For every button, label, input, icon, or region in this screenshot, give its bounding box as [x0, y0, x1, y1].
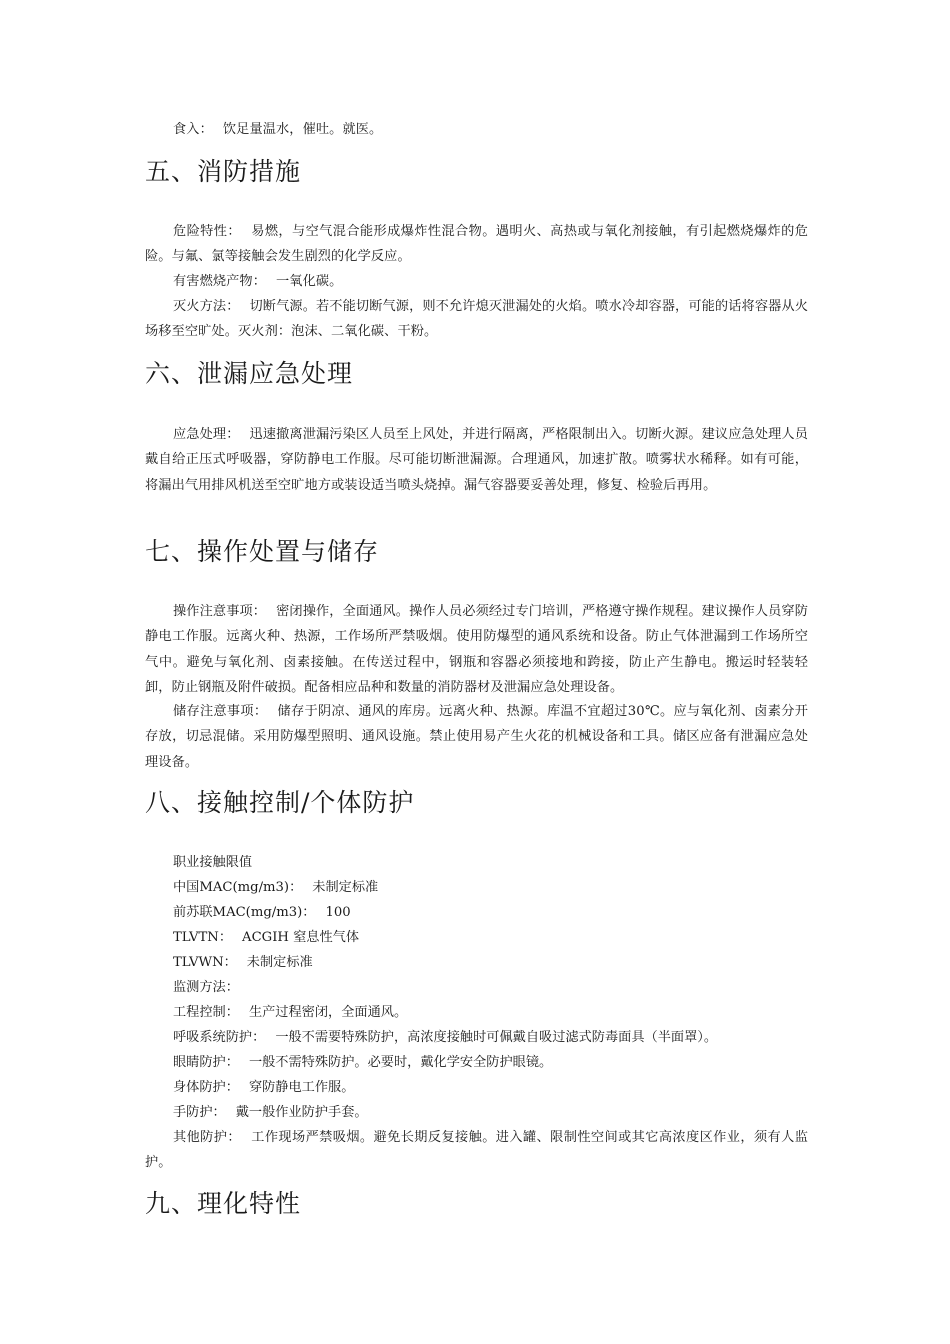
- field-label: TLVTN：: [173, 930, 233, 945]
- exposure-eye: [173, 1050, 552, 1075]
- exposure-tlvtn: [173, 925, 359, 950]
- field-text: 密闭操作，全面通风。操作人员必须经过专门培训，严格遵守操作规程。建议操作人员穿防静电工作服。远离火种、热源，工作场所严禁吸烟。使用防爆型的通风系统和设备。防止气体泄漏到工作场所空气中。避免与氧化剂、卤素接触。在传送过程中，钢瓶和容器必须接地和跨接，防止产生静电。搬运时轻装轻卸，防止钢瓶及附件破损。配备相应品种和数量的消防器材及泄漏应急处理设备。: [145, 604, 809, 695]
- field-label: 应急处理：: [173, 427, 240, 442]
- field-text: 储存于阴凉、通风的库房。远离火种、热源。库温不宜超过30℃。应与氧化剂、卤素分开存放，切忌混储。采用防爆型照明、通风设施。禁止使用易产生火花的机械设备和工具。储区应备有泄漏应急处理设备。: [145, 704, 808, 770]
- exposure-other: [145, 1125, 808, 1176]
- exposure-ussr-mac: [173, 900, 351, 925]
- handling-operation: [145, 599, 808, 700]
- exposure-limits-title: 职业接触限值: [173, 855, 253, 870]
- fire-products: [145, 269, 808, 294]
- field-label: 呼吸系统防护：: [173, 1030, 266, 1045]
- field-label: 食入：: [173, 122, 213, 137]
- fire-hazard: [145, 219, 808, 270]
- field-text: 未制定标准: [312, 880, 379, 895]
- field-text: 饮足量温水，催吐。就医。: [222, 122, 383, 137]
- field-label: 操作注意事项：: [173, 604, 267, 619]
- field-text: 一般不需特殊防护。必要时，戴化学安全防护眼镜。: [248, 1055, 553, 1070]
- section-heading-fire: 五、消防措施: [145, 157, 302, 186]
- exposure-china-mac: [173, 875, 378, 900]
- field-label: 有害燃烧产物：: [173, 274, 267, 289]
- first-aid-ingestion: [145, 117, 808, 142]
- field-label: 监测方法：: [173, 980, 239, 995]
- exposure-tlvwn: [173, 950, 313, 975]
- section-heading-exposure: 八、接触控制/个体防护: [145, 788, 415, 817]
- field-label: 手防护：: [173, 1105, 226, 1120]
- exposure-engineering: [173, 1000, 407, 1025]
- field-text: 工作现场严禁吸烟。避免长期反复接触。进入罐、限制性空间或其它高浓度区作业，须有人监护。: [145, 1130, 808, 1171]
- field-label: 工程控制：: [173, 1005, 239, 1020]
- exposure-hand: [173, 1100, 368, 1125]
- field-text: 切断气源。若不能切断气源，则不允许熄灭泄漏处的火焰。喷水冷却容器，可能的话将容器从火场移至空旷处。灭火剂：泡沫、二氧化碳、干粉。: [145, 299, 809, 340]
- field-text: 迅速撤离泄漏污染区人员至上风处，并进行隔离，严格限制出入。切断火源。建议应急处理人员戴自给正压式呼吸器，穿防静电工作服。尽可能切断泄漏源。合理通风，加速扩散。喷雾状水稀释。如有可能，将漏出气用排风机送至空旷地方或装设适当喷头烧掉。漏气容器要妥善处理，修复、检验后再用。: [145, 427, 809, 493]
- field-text: 100: [325, 905, 351, 920]
- exposure-respiratory: [173, 1025, 717, 1050]
- fire-method: [145, 294, 808, 345]
- field-text: 易燃，与空气混合能形成爆炸性混合物。遇明火、高热或与氧化剂接触，有引起燃烧爆炸的危险。与氟、氯等接触会发生剧烈的化学反应。: [145, 224, 808, 265]
- field-label: 储存注意事项：: [173, 704, 268, 719]
- leak-emergency: [145, 422, 808, 498]
- field-label: 其他防护：: [173, 1130, 241, 1145]
- section-heading-leak: 六、泄漏应急处理: [145, 359, 354, 388]
- exposure-body: [173, 1075, 354, 1100]
- field-text: ACGIH 窒息性气体: [242, 930, 360, 945]
- exposure-monitoring: [173, 975, 239, 1000]
- field-label: 前苏联MAC(mg/m3)：: [173, 905, 316, 920]
- section-heading-handling: 七、操作处置与储存: [145, 537, 380, 566]
- section-heading-physchem: 九、理化特性: [145, 1189, 302, 1218]
- field-text: 戴一般作业防护手套。: [235, 1105, 368, 1120]
- field-text: 一氧化碳。: [276, 274, 343, 289]
- field-text: 生产过程密闭，全面通风。: [248, 1005, 408, 1020]
- field-label: 眼睛防护：: [173, 1055, 239, 1070]
- field-text: 一般不需要特殊防护，高浓度接触时可佩戴自吸过滤式防毒面具（半面罩）。: [275, 1030, 718, 1045]
- field-text: 穿防静电工作服。: [248, 1080, 355, 1095]
- field-label: TLVWN：: [173, 955, 237, 970]
- field-label: 中国MAC(mg/m3)：: [173, 880, 303, 895]
- field-label: 危险特性：: [173, 224, 241, 239]
- handling-storage: [145, 699, 808, 775]
- field-text: 未制定标准: [246, 955, 313, 970]
- field-label: 灭火方法：: [173, 299, 240, 314]
- field-label: 身体防护：: [173, 1080, 239, 1095]
